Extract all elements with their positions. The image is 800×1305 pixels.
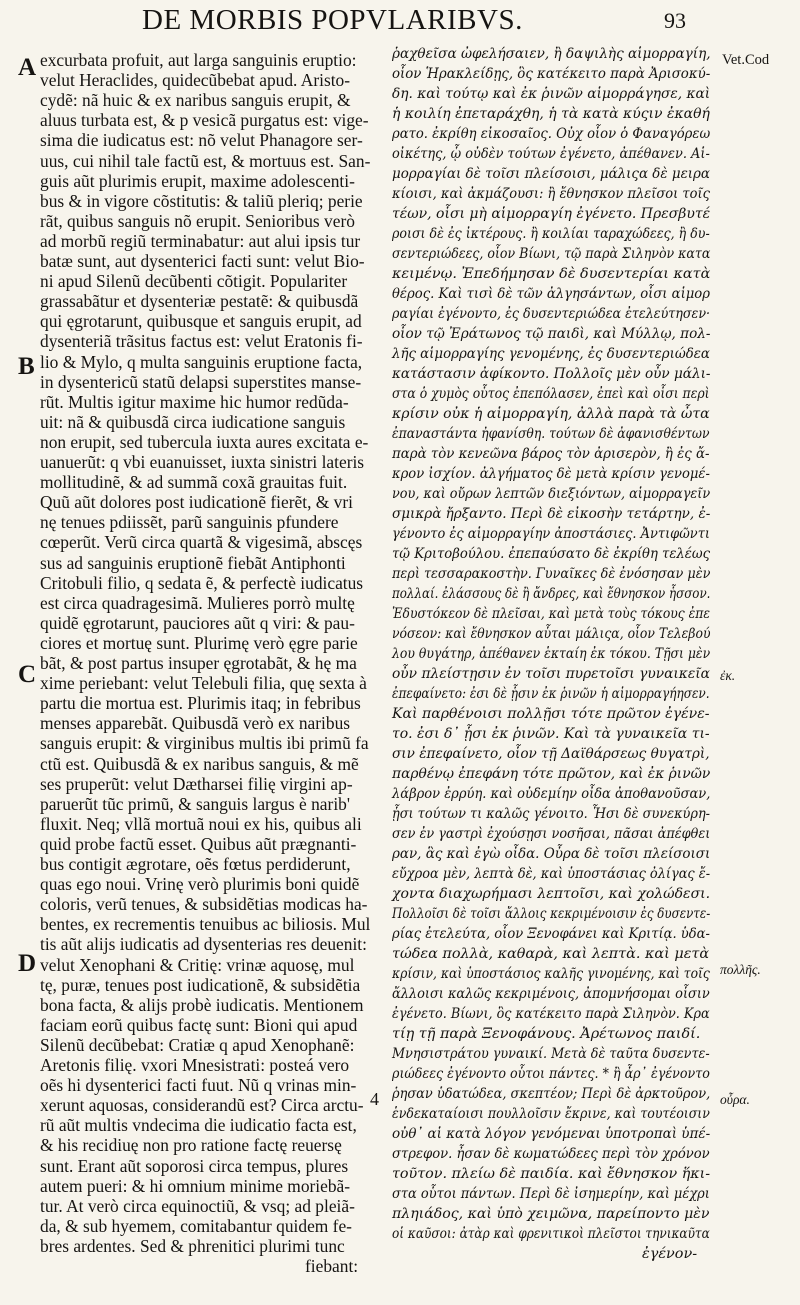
greek-text-line: Πολλοῖσι δὲ τοῖσι ἄλλοις κεκριμένοισιν ἐς δυσεντε- bbox=[392, 906, 711, 922]
latin-text-line: ctũ est. Quibusdã & ex naribus sanguis, & mẽ bbox=[40, 753, 359, 774]
greek-text-line: οὐθ᾽ αἱ κατὰ λόγον γενόμεναι ὑποτροπαὶ ὑπέ- bbox=[392, 1126, 711, 1142]
latin-text-line: Quũ aũt dolores post iudicationẽ fierẽt, & vri bbox=[40, 492, 353, 513]
latin-text-line: rãt, quibus sanguis nõ erupit. Senioribus verò bbox=[40, 210, 355, 231]
latin-text-line: sunt. Erant aũt soporosi circa tempus, plures bbox=[40, 1155, 349, 1176]
latin-text-line: est circa quadragesimã. Mulieres porrò multę bbox=[40, 592, 355, 613]
latin-text-line: rũ aũt multis vndecima die iudicatio facta est, bbox=[40, 1115, 357, 1136]
latin-text-line: bãt, & post partus insuper ęgrotabãt, & hę ma bbox=[40, 653, 357, 673]
greek-text-line: ἐγένετο. Βίωνι, ὃς κατέκειτο παρὰ Σιληνὸν. Κρα bbox=[392, 1006, 710, 1022]
latin-text-line: bres ardentes. Sed & phrenitici plurimi tunc bbox=[40, 1235, 345, 1256]
latin-text-line: uanuerũt: q vbi euanuisset, iuxta sinistri lateris bbox=[40, 452, 365, 472]
greek-text-line: κρίσιν, καὶ ὑποστάσιος καλῆς γινομένης, καὶ τοῖς bbox=[392, 966, 710, 982]
latin-text-line: cydẽ: nã huic & ex naribus sanguis erupit, & bbox=[40, 90, 351, 111]
latin-text-line: Silenũ decũbebat: Cratiæ q apud Xenophanẽ: bbox=[40, 1034, 355, 1055]
latin-text-line: rũt. Multis igitur maxime hic humor redũda- bbox=[40, 391, 349, 412]
greek-text-line: τοῦτον. πλείω δὲ παιδία. καὶ ἔθνησκον ἥκι- bbox=[392, 1166, 711, 1182]
greek-text-line: Ἐδυστόκεον δὲ πλεῖσαι, καὶ μετὰ τοὺς τόκους ἐπε bbox=[392, 606, 711, 622]
greek-text-line: οἱ καῦσοι: ἀτὰρ καὶ φρενιτικοὶ πλεῖστοι τηνικαῦτα bbox=[392, 1226, 710, 1242]
greek-text-line: σμικρὰ ἤρξαντο. Περὶ δὲ εἰκοσὴν τετάρτην, ἐ- bbox=[392, 506, 711, 522]
latin-text-line: velut Xenophani & Critię: vrinæ aquosę, mul bbox=[40, 954, 355, 975]
greek-text-line: ἐπαναστάντα ἠφανίσθη. τούτων δὲ ἀφανισθέντων bbox=[392, 426, 710, 442]
greek-text-line: ἐπεφαίνετο: ἐσι δὲ ᾗσιν ἐκ ῥινῶν ἡ αἱμορραγήησεν. bbox=[392, 686, 710, 702]
greek-text-line: ραν, ἃς καὶ ἐγὼ οἶδα. Οὖρα δὲ τοῖσι πλείσοισι bbox=[392, 846, 711, 862]
latin-text-line: bus & in vigore cõstitutis: & taliũ pleriq; perie bbox=[40, 190, 363, 211]
latin-text-line: sus ad sanguinis eruptionẽ fiebãt Antiphonti bbox=[40, 552, 346, 573]
greek-text-line: λου θυγάτηρ, ἀπέθανεν ἑκταίη ἐκ τόκου. Τῇσι μὲν bbox=[392, 646, 711, 662]
greek-text-line: πολλαί. ἐλάσσους δὲ ἢ ἄνδρες, καὶ ἔθνησκον ἧσσον. bbox=[392, 586, 711, 602]
latin-text-line: quas ego noui. Vrinę verò plurimis boni quidẽ bbox=[40, 874, 360, 895]
greek-text-line: λῆς αἱμορραγίης γενομένης, ἐς δυσεντεριώδεα bbox=[392, 346, 710, 362]
latin-text-line: ad morbũ regiũ terminabatur: aut alui ipsis tur bbox=[40, 230, 361, 251]
greek-text-line: τώδεα πολλὰ, καθαρὰ, καὶ λεπτὰ. καὶ μετὰ bbox=[392, 946, 710, 962]
latin-text-line: non erupit, sed tubercula iuxta aures excitata e- bbox=[40, 431, 369, 452]
latin-text-line: & his recidiuę non pro ratione factę reuersę bbox=[40, 1135, 342, 1156]
greek-text-line: πληιάδος, καὶ ὑπὸ χειμῶνα, παρείποντο μὲν bbox=[392, 1206, 710, 1222]
greek-text-line: οὖν πλείστῃσιν ἐν τοῖσι πυρετοῖσι γυναικεῖα bbox=[392, 666, 710, 682]
running-title: DE MORBIS POPVLARIBVS. bbox=[142, 4, 523, 36]
latin-text-line: uus, cui nihil tale factũ est, & mortuus est. San- bbox=[40, 150, 371, 171]
greek-text-line: παρὰ τὸν κενεῶνα βάρος τὸν ἀρισερὸν, ἢ ἐς ἄ- bbox=[392, 446, 710, 462]
latin-text-line: partu die mortua est. Plurimis itaq; in febribus bbox=[40, 693, 361, 714]
margin-note-oura: οὖρα. bbox=[720, 1092, 750, 1107]
greek-text-line: ριώδεες ἐγένοντο οὗτοι πάντες. * ἢ ἆρ᾽ ἐγένοντο bbox=[392, 1066, 710, 1082]
latin-text-line: qui ęgrotarunt, quibusque et sanguis erupit, ad bbox=[40, 311, 362, 332]
latin-text-line: lio & Mylo, q multa sanguinis eruptione facta, bbox=[40, 351, 363, 372]
latin-text-line: tę, puræ, tenues post iudicationẽ, & subsidẽtia bbox=[40, 974, 361, 995]
latin-text-line: aluus turbata est, & p vesicã purgatus est: vige- bbox=[40, 110, 369, 131]
greek-text-line: ρίας ἐτελεύτα, οἷον Ξενοφάνει καὶ Κριτίᾳ. ὑδα- bbox=[392, 926, 710, 942]
latin-text-line: Aretonis filię. vxori Mnesistrati: posteá vero bbox=[40, 1055, 350, 1075]
greek-text-line: το. ἐσι δ᾽ ᾗσι ἐκ ῥινῶν. Καὶ τὰ γυναικεῖα τι- bbox=[392, 726, 710, 742]
greek-text-line: θέρος. Καὶ τισὶ δὲ τῶν ἀλγησάντων, οἷσι αἱμορ bbox=[392, 286, 710, 302]
greek-text-line: σεντεριώδεες, οἷον Βίωνι, τῷ παρὰ Σιληνὸν κατα bbox=[392, 246, 711, 262]
greek-text-line: οἷον Ἡρακλείδῃς, ὃς κατέκειτο παρὰ Ἀρισοκύ- bbox=[392, 66, 711, 82]
greek-text-line: ἄλλοισι καλῶς κεκριμένοις, ἀπομνήσομαι οἷσιν bbox=[392, 986, 710, 1002]
greek-text-line: νου, καὶ οὔρων λεπτῶν διεξιόντων, αἱμορραγεῖν bbox=[392, 486, 711, 502]
latin-margin-number: 4 bbox=[370, 1089, 379, 1109]
greek-text-line: γένοντο ἐς αἱμορραγίην ἀποστάσιες. Ἀντιφῶντι bbox=[392, 526, 710, 542]
greek-text-line: ἑνδεκαταίοισι πουλλοῖσιν ἔκρινε, καὶ τουτέοισιν bbox=[392, 1106, 710, 1122]
latin-text-line: ses pruperũt: velut Dætharsei filię virgini ap- bbox=[40, 773, 353, 794]
latin-text-line: xerunt aquosas, considerandũ est? Circa arctu- bbox=[40, 1095, 364, 1116]
greek-text-line: Καὶ παρθένοισι πολλῇσι τότε πρῶτον ἐγένε- bbox=[392, 706, 710, 722]
greek-text-line: στρεφον. ἦσαν δὲ κωματώδεες περὶ τὸν χρόνον bbox=[392, 1146, 710, 1162]
latin-text-line: sanguis erupit: & virginibus multis ibi primũ fa bbox=[40, 733, 369, 754]
latin-text-line: velut Heraclides, quidecũbebat apud. Aristo- bbox=[40, 70, 351, 91]
latin-text-line: autem pueri: & hi omnium minime moriebã- bbox=[40, 1175, 351, 1196]
latin-text-line: guis aũt plurimis erupit, maxime adolescenti- bbox=[40, 170, 355, 191]
greek-text-line: ᾗσι τούτων τι καλῶς γένοιτο. Ἧσι δὲ συνεκύρη- bbox=[392, 806, 711, 822]
latin-text-line: coloris, verũ tenues, & subsidẽtias modicas ha- bbox=[40, 894, 368, 915]
latin-text-line: excurbata profuit, aut larga sanguinis eruptio: bbox=[40, 50, 357, 70]
latin-text-line: mollitudinẽ, & ad summã coxã grauitas fuit. bbox=[40, 472, 348, 493]
greek-text-line: Μνησιστράτου γυναικί. Μετὰ δὲ ταῦτα δυσεντε- bbox=[392, 1046, 710, 1062]
greek-text-line: χοντα διαχωρήμασι λεπτοῖσι, καὶ χολώδεσι. bbox=[392, 886, 711, 902]
greek-text-line: σεν ἐν γαστρὶ ἐχούσῃσι νοσῆσαι, πᾶσαι ἀπέφθει bbox=[392, 826, 711, 842]
latin-text-line: in dysentericũ statũ delapsi superstites manse- bbox=[40, 371, 362, 392]
greek-text-line: τῷ Κριτοβούλου. ἐπεπαύσατο δὲ ἐκρίθη τελέως bbox=[392, 546, 710, 562]
greek-text-line: ἐγένον- bbox=[642, 1246, 698, 1262]
latin-text-line: fiebant: bbox=[305, 1256, 359, 1276]
greek-text-line: ραγίαι ἐγένοντο, ἐς δυσεντεριώδεα ἐτελεύτησεν· bbox=[392, 306, 711, 322]
latin-text-line: fluxit. Neq; vllã mortuã noui ex his, quibus ali bbox=[40, 813, 362, 834]
greek-text-line: μορραγίαι δὲ τοῖσι πλείσοισι, μάλιςα δὲ μειρα bbox=[392, 166, 711, 182]
greek-text-line: σιν ἐπεφαίνετο, οἷον τῇ Δαϊθάρσεως θυγατρὶ, bbox=[392, 746, 710, 762]
greek-text-line: δη. καὶ τούτῳ καὶ ἐκ ῥινῶν αἱμορράγησε, καὶ bbox=[392, 86, 711, 102]
latin-text-line: quidẽ ęgrotarunt, pauciores aũt q viri: & pau- bbox=[40, 612, 355, 633]
latin-text-line: da, & sub hyemem, comitabantur quidem fe- bbox=[40, 1215, 352, 1236]
greek-text-line: κρίσιν οὐκ ἡ αἱμορραγίη, ἀλλὰ παρὰ τὰ ὦτα bbox=[392, 406, 710, 422]
latin-text-line: dysenteriã trãsitus factus est: velut Eratonis fi- bbox=[40, 331, 363, 352]
greek-text-line: οἷον τῷ Ἐράτωνος τῷ παιδὶ, καὶ Μύλλῳ, πολ- bbox=[392, 326, 711, 342]
greek-text-line: ροισι δὲ ἐς ἰκτέρους. ἢ κοιλίαι ταραχώδεες, ἢ δυ- bbox=[392, 226, 710, 242]
latin-text-line: quid probe factũ esset. Quibus aũt prægnanti- bbox=[40, 833, 357, 854]
latin-text-line: sima die iudicatus est: nõ velut Phanagore ser- bbox=[40, 130, 363, 151]
section-marker-c: C bbox=[18, 661, 37, 688]
latin-text-line: batæ sunt, aut dysenterici facti sunt: velut Bio- bbox=[40, 251, 365, 271]
latin-text-line: tur. At verò circa equinoctiũ, & vsq; ad pleiã- bbox=[40, 1195, 355, 1216]
latin-text-line: bentes, ex recrementis tenuibus ac biliosis. Mul bbox=[40, 914, 371, 935]
section-marker-b: B bbox=[18, 353, 35, 380]
latin-text-line: xime periebant: velut Telebuli filia, quę sexta à bbox=[40, 673, 367, 694]
latin-text-line: uit: nã & quibusdã circa iudicatione sanguis bbox=[40, 411, 346, 432]
latin-text-line: tis aũt alijs iudicatis ad dysenterias res deuenit: bbox=[40, 934, 367, 955]
section-marker-a: A bbox=[18, 54, 37, 81]
page-number: 93 bbox=[664, 8, 686, 33]
latin-text-line: nę tenues pdiissẽt, parũ sanguinis pfundere bbox=[40, 512, 339, 533]
greek-text-line: τέων, οἷσι μὴ αἱμορραγίη ἐγένετο. Πρεσβυτέ bbox=[392, 206, 711, 222]
section-marker-d: D bbox=[18, 950, 37, 977]
greek-text-line: στα ὁ χυμὸς οὗτος ἐπεπόλασεν, ἐπεὶ καὶ οἷσι περὶ bbox=[392, 386, 710, 402]
greek-text-line: κειμένῳ. Ἐπεδήμησαν δὲ δυσεντερίαι κατὰ bbox=[392, 266, 711, 282]
greek-text-line: εὔχροα μὲν, λεπτὰ δὲ, καὶ ὑποστάσιας ὀλίγας ἔ- bbox=[392, 866, 711, 882]
latin-text-line: menses apparebãt. Quibusdã verò ex naribus bbox=[40, 713, 351, 734]
latin-text-line: ni apud Silenũ decũbenti cõtigit. Populariter bbox=[40, 271, 348, 292]
greek-text-line: ῥαχθεῖσα ὠφελήσαιεν, ἢ δαψιλὴς αἱμορραγίη, bbox=[392, 46, 711, 62]
greek-text-line: κρον ἰσχίον. ἀλγήματος δὲ μετὰ κρίσιν γενομέ- bbox=[392, 466, 710, 482]
greek-text-line: οἰκέτης, ᾧ οὐδὲν τούτων ἐγένετο, ἀπέθανεν. Αἱ- bbox=[392, 146, 710, 162]
latin-text-line: cœperũt. Verũ circa quartã & vigesimã, abscęs bbox=[40, 532, 363, 553]
page-header bbox=[0, 0, 800, 44]
greek-text-line: ἡ κοιλίη ἐπεταράχθη, ἡ τὰ κατὰ κύςιν ἐκαθή bbox=[392, 106, 710, 122]
greek-text-line: στα οὗτοι πάντων. Περὶ δὲ ἰσημερίην, καὶ μέχρι bbox=[392, 1186, 710, 1202]
greek-text-line: τίῃ τῇ παρὰ Ξενοφάνους. Ἀρέτωνος παιδί. bbox=[392, 1026, 701, 1042]
margin-note-polles: πολλῆς. bbox=[720, 962, 761, 977]
latin-text-line: grassabãtur et dysenteriæ pestatẽ: & quibusdã bbox=[40, 291, 359, 312]
greek-text-line: παρθένῳ ἐπεφάνη τότε πρῶτον, καὶ ἐκ ῥινῶν bbox=[392, 766, 711, 782]
margin-note-ek: ἐκ. bbox=[720, 668, 736, 683]
greek-text-line: ῥησαν ὑδατώδεα, σκεπτέον; Περὶ δὲ ἀρκτοῦρον, bbox=[392, 1086, 711, 1102]
latin-text-line: Critobuli filio, q sedata ẽ, & perfectè iudicatus bbox=[40, 572, 364, 593]
latin-text-line: oẽs hi dysenterici facti fuut. Nũ q vrinas min- bbox=[40, 1075, 357, 1096]
greek-text-line: ρατο. ἐκρίθη εἰκοσαῖος. Οὐχ οἷον ὁ Φαναγόρεω bbox=[392, 126, 711, 142]
latin-text-line: faciam eorũ quibus factę sunt: Bioni qui apud bbox=[40, 1014, 358, 1035]
latin-text-line: ciores et mortuę sunt. Plurimę verò ęgre parie bbox=[40, 632, 358, 653]
greek-text-line: περὶ τεσσαρακοστὴν. Γυναῖκες δὲ ἐνόσησαν μὲν bbox=[392, 566, 711, 582]
greek-text-line: κίοισι, καὶ ἀκμάζουσι: ἢ ἔθνησκον πλεῖσοι τοῖς bbox=[392, 186, 710, 202]
greek-text-line: κατάστασιν ἀφίκοντο. Πολλοῖς μὲν οὖν μάλι- bbox=[392, 366, 711, 382]
greek-text-line: λάβρον ἐρρύη. καὶ οὐδεμίην οἶδα ἀποθανοῦσαν, bbox=[392, 786, 711, 802]
latin-text-line: paruerũt tũc primũ, & sanguis largus è narib' bbox=[40, 793, 350, 814]
latin-text-line: bus contigit ægrotare, oẽs fœtus perdiderunt, bbox=[40, 854, 351, 874]
margin-note-vet-cod: Vet.Cod bbox=[722, 52, 770, 68]
latin-text-line: bona facta, & alijs probè iudicatis. Mentionem bbox=[40, 994, 364, 1015]
greek-text-line: νόσεον: καὶ ἔθνησκον αὗται μάλιςα, οἷον Τελεβού bbox=[392, 626, 711, 642]
